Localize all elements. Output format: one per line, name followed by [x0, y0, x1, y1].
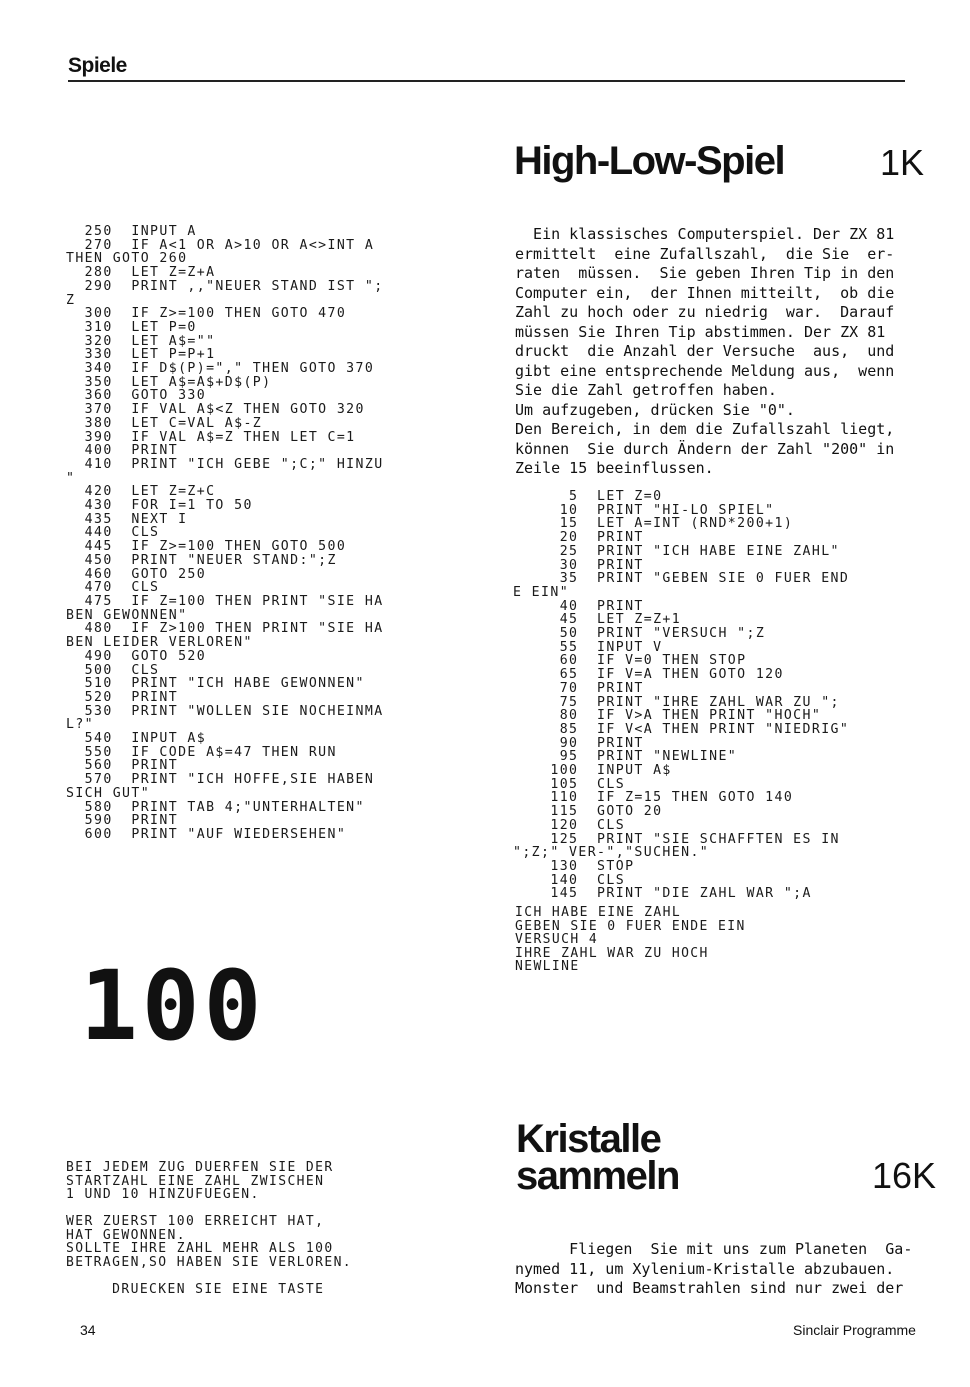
screen-instructions: BEI JEDEM ZUG DUERFEN SIE DER STARTZAHL EINE ZAHL ZWISCHEN 1 UND 10 HINZUFUEGEN. WER ZUERST 100 ERREICHT HAT, HAT GEWONNEN. SOLLTE IHRE ZAHL MEHR ALS 100 BETRAGEN,SO HABEN SIE VERLOREN. DRUECKEN SIE EINE TASTE — [66, 1160, 353, 1297]
article-title-high-low: High-Low-Spiel — [514, 139, 785, 183]
program-listing-left: 250 INPUT A 270 IF A<1 OR A>10 OR A<>INT A THEN GOTO 260 280 LET Z=Z+A 290 PRINT ,,"NEUER STAND IST "; Z 300 IF Z>=100 THEN GOTO 470 310 LET P=0 320 LET A$="" 330 LET P=P+1 340 IF D$(P)="," THEN GOTO 370 350 LET A$=A$+D$(P) 360 GOTO 330 370 IF VAL A$<Z THEN GOTO 320 380 LET C=VAL A$-Z 390 IF VAL A$=Z THEN LET C=1 400 PRINT 410 PRINT "ICH GEBE ";C;" HINZU " 420 LET Z=Z+C 430 FOR I=1 TO 50 435 NEXT I 440 CLS 445 IF Z>=100 THEN GOTO 500 450 PRINT "NEUER STAND:";Z 460 GOTO 250 470 CLS 475 IF Z=100 THEN PRINT "SIE HA BEN GEWONNEN" 480 IF Z>100 THEN PRINT "SIE HA BEN LEIDER VERLOREN" 490 GOTO 520 500 CLS 510 PRINT "ICH HABE GEWONNEN" 520 PRINT 530 PRINT "WOLLEN SIE NOCHEINMA L?" 540 INPUT A$ 550 IF CODE A$=47 THEN RUN 560 PRINT 570 PRINT "ICH HOFFE,SIE HABEN SICH GUT" 580 PRINT TAB 4;"UNTERHALTEN" 590 PRINT 600 PRINT "AUF WIEDERSEHEN" — [66, 224, 384, 842]
big-score-display: 100 — [80, 950, 266, 1062]
kristalle-intro: Fliegen Sie mit uns zum Planeten Ga- nymed 11, um Xylenium-Kristalle abzubauen. Monster und Beamstrahlen sind nur zwei der — [515, 1240, 913, 1297]
memory-requirement-16k: 16K — [872, 1155, 937, 1196]
publication-name: Sinclair Programme — [793, 1322, 916, 1338]
program-listing-right: 5 LET Z=0 10 PRINT "HI-LO SPIEL" 15 LET A=INT (RND*200+1) 20 PRINT 25 PRINT "ICH HABE EINE ZAHL" 30 PRINT 35 PRINT "GEBEN SIE 0 FUER END E EIN" 40 PRINT 45 LET Z=Z+1 50 PRINT "VERSUCH ";Z 55 INPUT V 60 IF V=0 THEN STOP 65 IF V=A THEN GOTO 120 70 PRINT 75 PRINT "IHRE ZAHL WAR ZU "; 80 IF V>A THEN PRINT "HOCH" 85 IF V<A THEN PRINT "NIEDRIG" 90 PRINT 95 PRINT "NEWLINE" 100 INPUT A$ 105 CLS 110 IF Z=15 THEN GOTO 140 115 GOTO 20 120 CLS 125 PRINT "SIE SCHAFFTEN ES IN ";Z;" VER-","SUCHEN." 130 STOP 140 CLS 145 PRINT "DIE ZAHL WAR ";A — [513, 489, 850, 902]
article-title-kristalle-line1: Kristalle — [516, 1117, 661, 1161]
header-rule — [68, 80, 905, 82]
article-title-kristalle-line2: sammeln — [516, 1154, 679, 1198]
memory-requirement-1k: 1K — [880, 142, 925, 183]
screen-output-sample: ICH HABE EINE ZAHL GEBEN SIE 0 FUER ENDE EIN VERSUCH 4 IHRE ZAHL WAR ZU HOCH NEWLINE — [515, 905, 746, 974]
page-number: 34 — [80, 1322, 96, 1338]
game-description: Ein klassisches Computerspiel. Der ZX 81 ermittelt eine Zufallszahl, die Sie er- raten müssen. Sie geben Ihren Tip in den Computer ein, der Ihnen mitteilt, ob die Zahl zu hoch oder zu niedrig war. Darauf müssen Sie Ihren Tip abstimmen. Der ZX 81 druckt die Anzahl der Versuche aus, und gibt eine entsprechende Meldung aus, wenn Sie die Zahl getroffen haben. Um aufzugeben, drücken Sie "0". Den Bereich, in dem die Zufallszahl liegt, können Sie durch Ändern der Zahl "200" in Zeile 15 beeinflussen. — [515, 225, 895, 477]
section-label: Spiele — [68, 54, 127, 77]
